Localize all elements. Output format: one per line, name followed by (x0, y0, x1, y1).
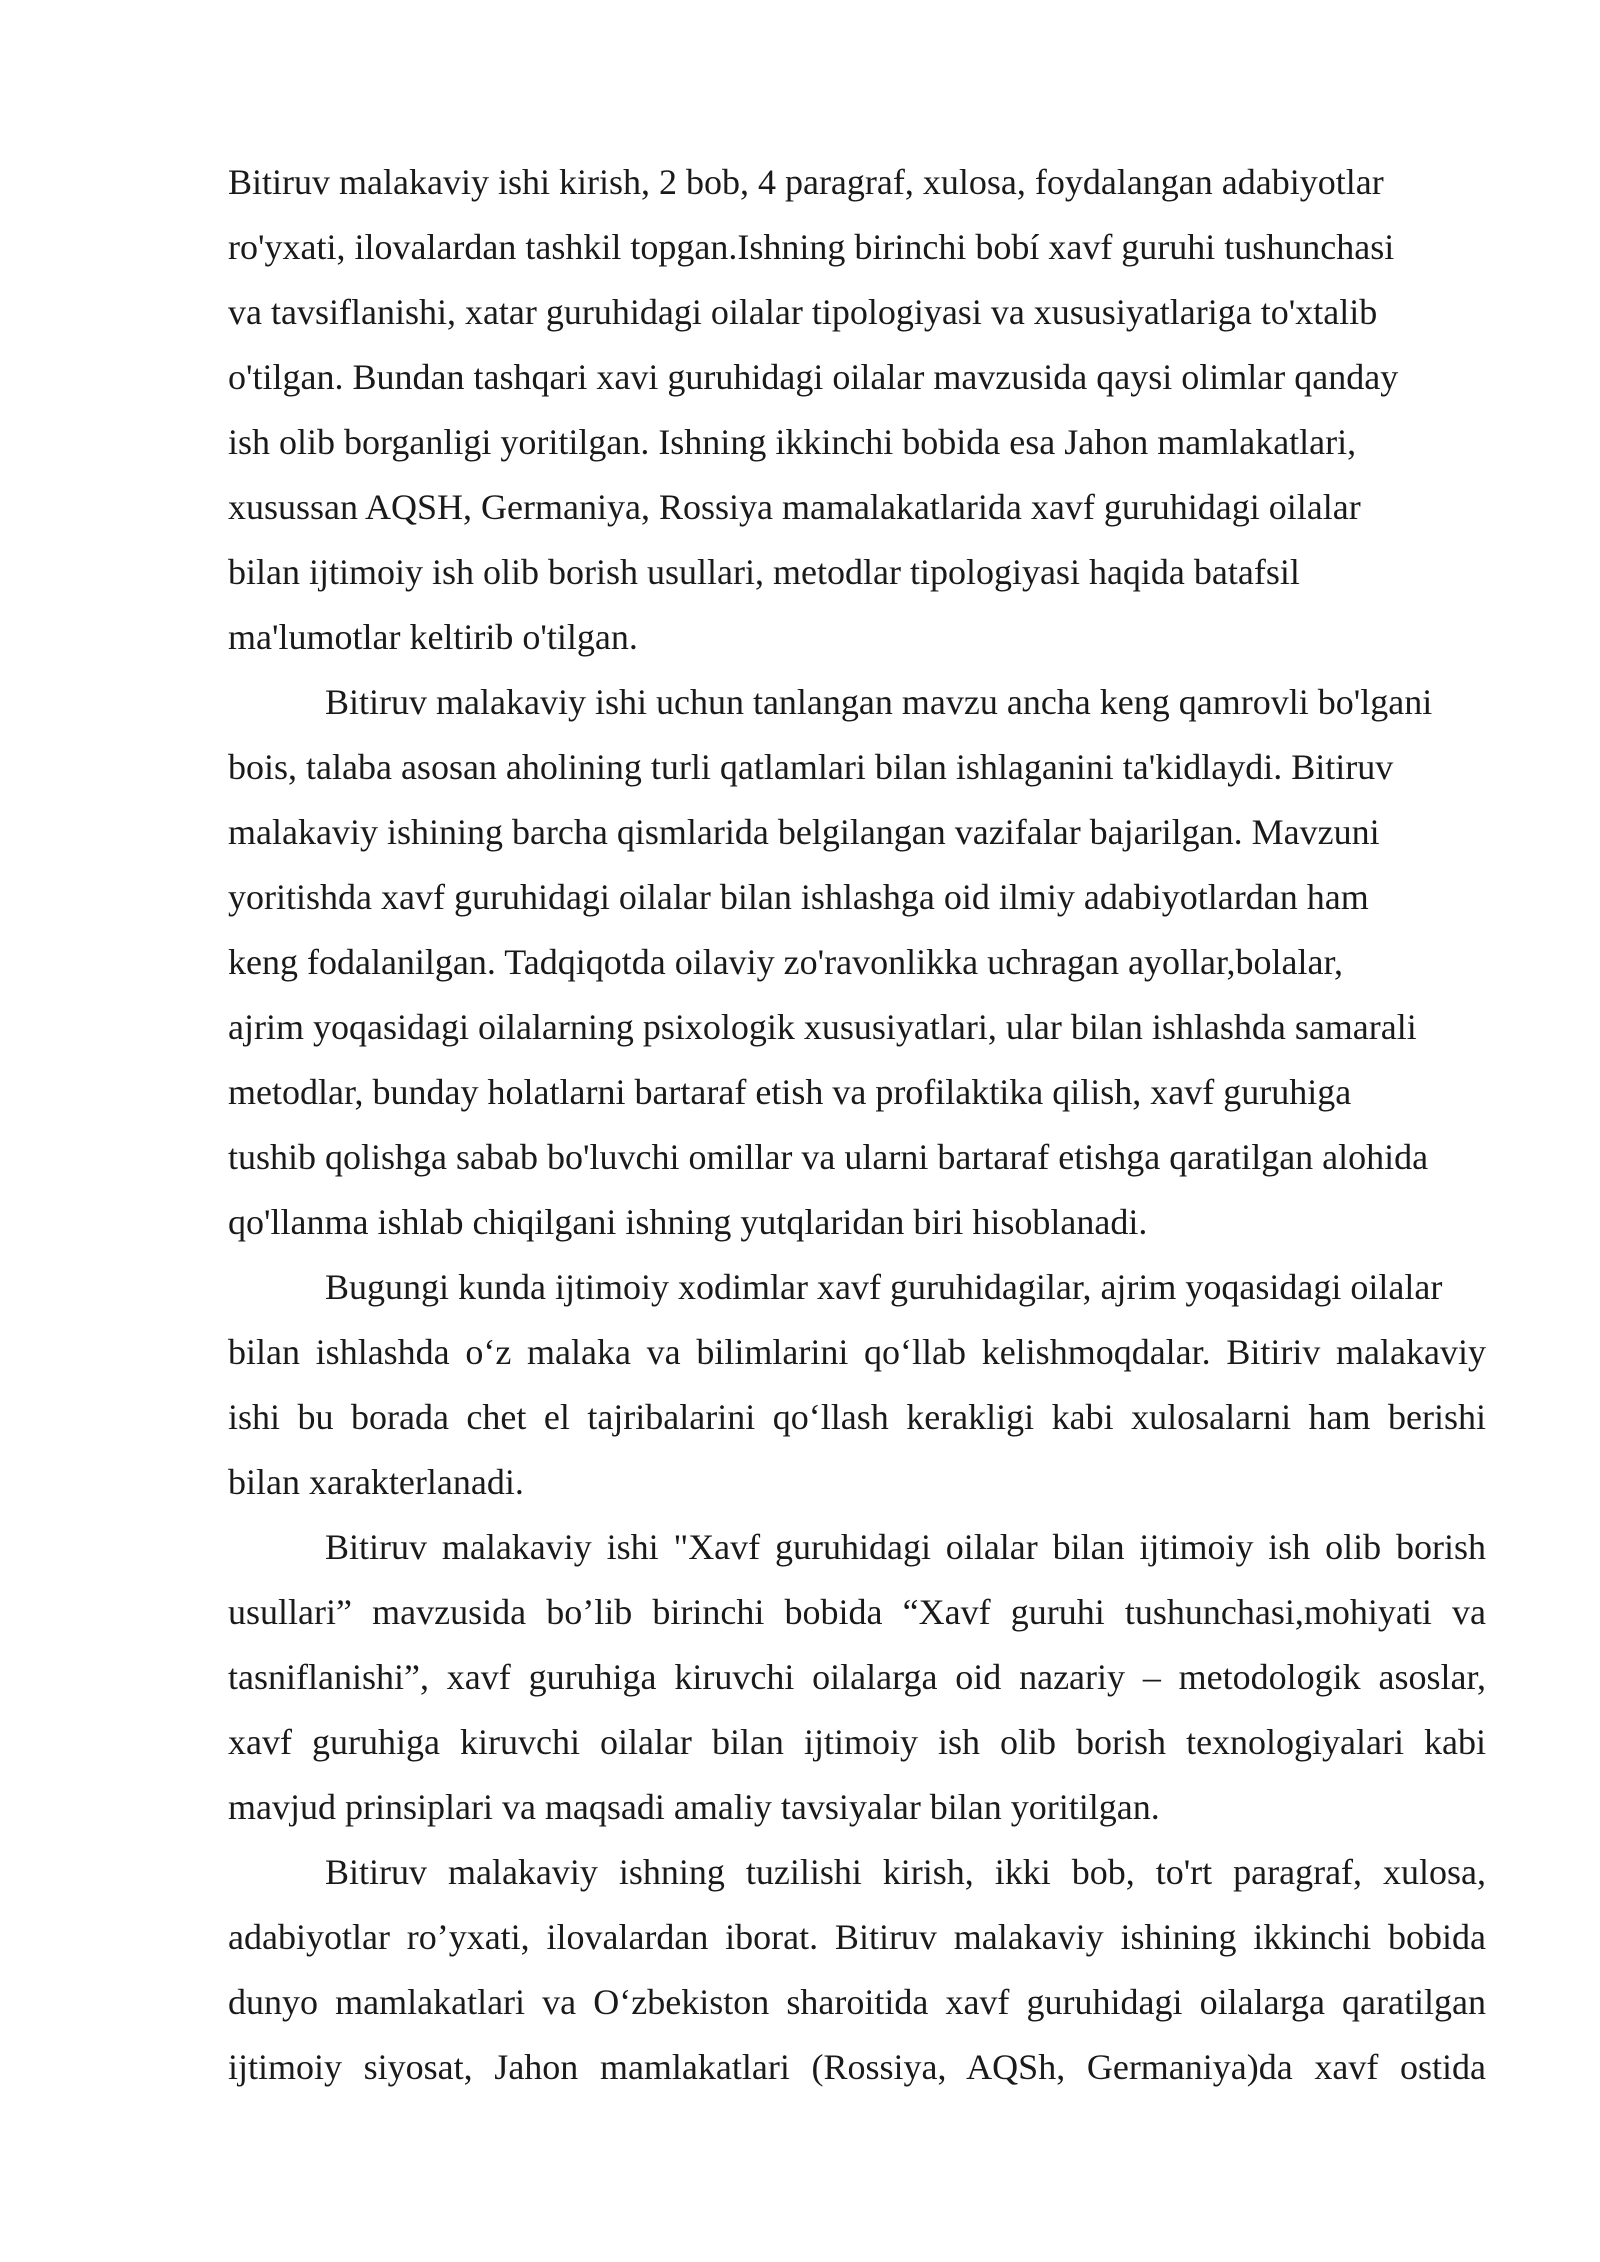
text-line: bilan ijtimoiy ish olib borish usullari, metodlar tipologiyasi haqida batafsil (228, 552, 1300, 592)
text-line: Bitiruv malakaviy ishi "Xavf guruhidagi oilalar bilan ijtimoiy ish olib borish (325, 1527, 1486, 1567)
text-line: bilan xarakterlanadi. (228, 1462, 524, 1502)
paragraph-4 (228, 1515, 1486, 1840)
text-line: malakaviy ishining barcha qismlarida belgilangan vazifalar bajarilgan. Mavzuni (228, 812, 1380, 852)
paragraph-2 (228, 670, 1486, 1255)
text-line: Bitiruv malakaviy ishi kirish, 2 bob, 4 paragraf, xulosa, foydalangan adabiyotlar (228, 162, 1384, 202)
text-line: o'tilgan. Bundan tashqari xavi guruhidagi oilalar mavzusida qaysi olimlar qanday (228, 357, 1399, 397)
text-line: xavf guruhiga kiruvchi oilalar bilan ijtimoiy ish olib borish texnologiyalari kabi (228, 1722, 1486, 1762)
text-line: mavjud prinsiplari va maqsadi amaliy tavsiyalar bilan yoritilgan. (228, 1787, 1160, 1827)
text-line: qo'llanma ishlab chiqilgani ishning yutqlaridan biri hisoblanadi. (228, 1202, 1148, 1242)
text-line: ro'yxati, ilovalardan tashkil topgan.Ishning birinchi bobí xavf guruhi tushunchasi (228, 227, 1395, 267)
text-line: Bitiruv malakaviy ishi uchun tanlangan mavzu ancha keng qamrovli bo'lgani (325, 682, 1433, 722)
document-page (228, 150, 1486, 2100)
paragraph-3 (228, 1255, 1486, 1515)
text-line: bois, talaba asosan aholining turli qatlamlari bilan ishlaganini ta'kidlaydi. Bitiruv (228, 747, 1394, 787)
text-line: Bugungi kunda ijtimoiy xodimlar xavf guruhidagilar, ajrim yoqasidagi oilalar (325, 1267, 1443, 1307)
text-line: tushib qolishga sabab bo'luvchi omillar va ularni bartaraf etishga qaratilgan alohida (228, 1137, 1429, 1177)
paragraph-1 (228, 150, 1486, 670)
text-line: ishi bu borada chet el tajribalarini qo‘llash kerakligi kabi xulosalarni ham berishi (228, 1397, 1486, 1437)
text-line: adabiyotlar ro’yxati, ilovalardan iborat. Bitiruv malakaviy ishining ikkinchi bobida (228, 1917, 1486, 1957)
text-line: ijtimoiy siyosat, Jahon mamlakatlari (Rossiya, AQSh, Germaniya)da xavf ostida (228, 2047, 1486, 2087)
text-line: bilan ishlashda o‘z malaka va bilimlarini qo‘llab kelishmoqdalar. Bitiriv malakaviy (228, 1332, 1486, 1372)
text-line: tasniflanishi”, xavf guruhiga kiruvchi oilalarga oid nazariy – metodologik asoslar, (228, 1657, 1486, 1697)
text-line: va tavsiflanishi, xatar guruhidagi oilalar tipologiyasi va xususiyatlariga to'xtalib (228, 292, 1378, 332)
text-line: usullari” mavzusida bo’lib birinchi bobida “Xavf guruhi tushunchasi,mohiyati va (228, 1592, 1486, 1632)
text-line: keng fodalanilgan. Tadqiqotda oilaviy zo'ravonlikka uchragan ayollar,bolalar, (228, 942, 1344, 982)
paragraph-5 (228, 1840, 1486, 2100)
text-line: ish olib borganligi yoritilgan. Ishning ikkinchi bobida esa Jahon mamlakatlari, (228, 422, 1357, 462)
text-line: dunyo mamlakatlari va O‘zbekiston sharoitida xavf guruhidagi oilalarga qaratilgan (228, 1982, 1486, 2022)
text-line: ma'lumotlar keltirib o'tilgan. (228, 617, 638, 657)
text-line: ajrim yoqasidagi oilalarning psixologik xususiyatlari, ular bilan ishlashda samarali (228, 1007, 1417, 1047)
text-line: xusussan AQSH, Germaniya, Rossiya mamalakatlarida xavf guruhidagi oilalar (228, 487, 1361, 527)
text-line: Bitiruv malakaviy ishning tuzilishi kirish, ikki bob, to'rt paragraf, xulosa, (325, 1852, 1486, 1892)
text-line: yoritishda xavf guruhidagi oilalar bilan ishlashga oid ilmiy adabiyotlardan ham (228, 877, 1369, 917)
text-line: metodlar, bunday holatlarni bartaraf etish va profilaktika qilish, xavf guruhiga (228, 1072, 1352, 1112)
